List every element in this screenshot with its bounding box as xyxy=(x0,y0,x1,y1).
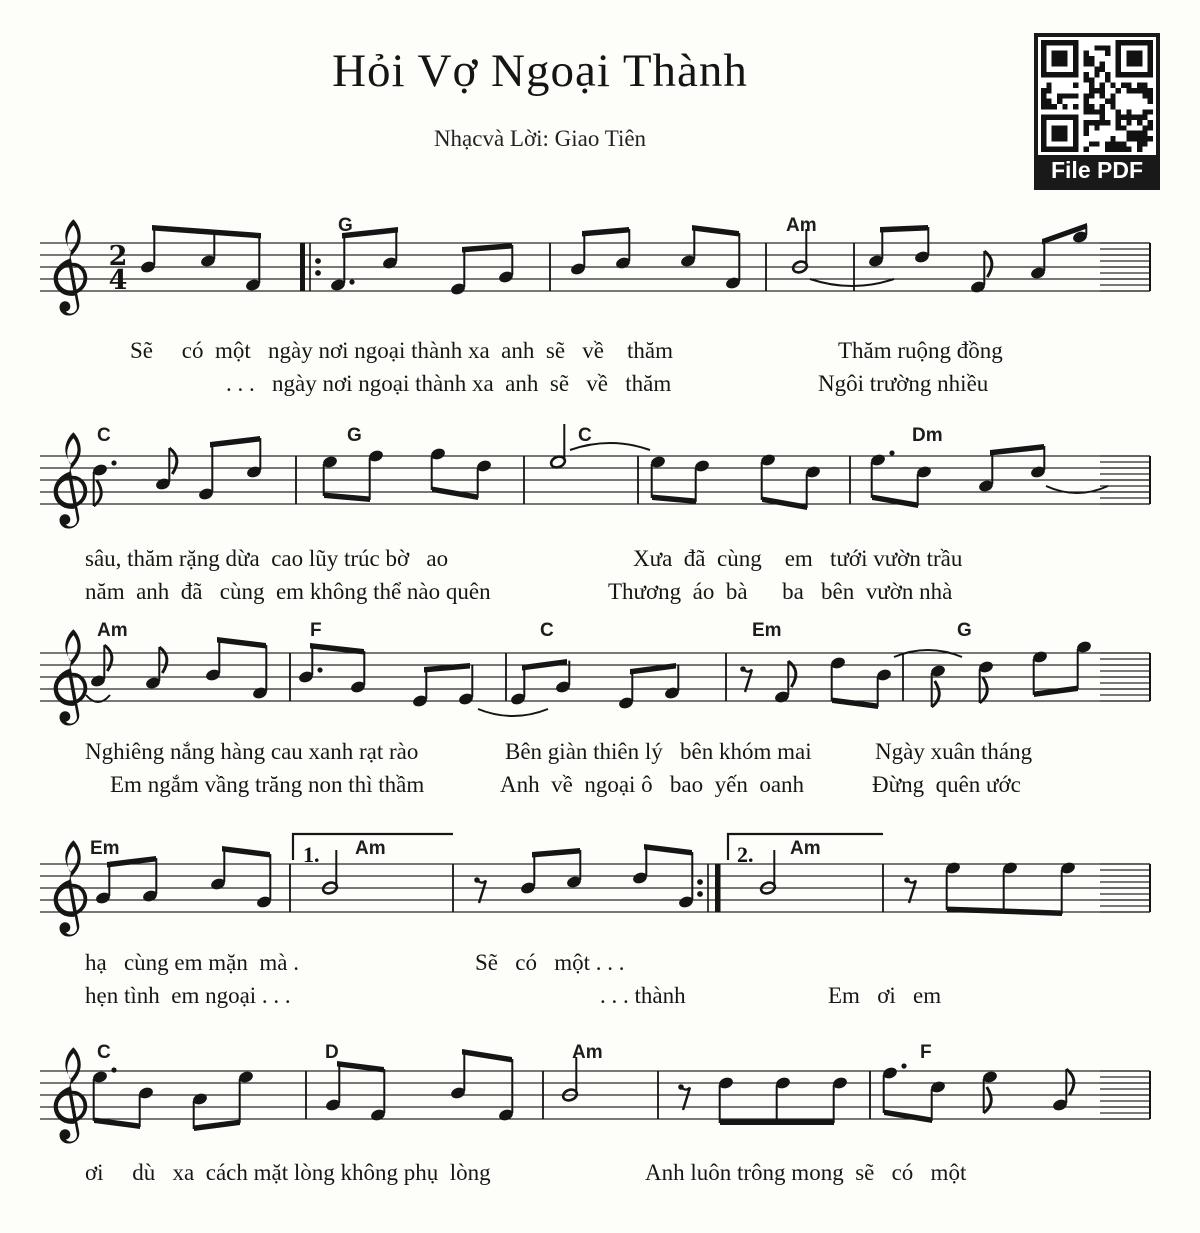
lyric-segment: Đừng quên ước xyxy=(872,772,1021,797)
page-subtitle: Nhạcvà Lời: Giao Tiên xyxy=(433,126,647,151)
lyric-segment: Ngày xuân tháng xyxy=(875,739,1033,764)
staff-system-5 xyxy=(0,1031,1200,1161)
chord-label: D xyxy=(325,1042,339,1063)
qr-code-image xyxy=(1041,40,1153,152)
chord-label: Dm xyxy=(912,425,943,446)
chord-label: Am xyxy=(790,838,821,859)
qr-code-block xyxy=(1034,33,1160,190)
lyric-segment: . . . ngày nơi ngoại thành xa anh sẽ về thăm xyxy=(226,371,672,396)
lyric-segment: Em ơi em xyxy=(828,983,942,1008)
lyric-segment: Bên giàn thiên lý bên khóm mai xyxy=(505,739,812,764)
staff-notation-4 xyxy=(38,824,1158,949)
lyric-segment: Sẽ có một . . . xyxy=(475,950,625,975)
lyric-segment: ơi dù xa cách mặt lòng không phụ lòng xyxy=(85,1160,491,1185)
staff-system-4 xyxy=(0,824,1200,954)
staff-notation-3 xyxy=(38,613,1158,738)
chord-label: Am xyxy=(97,620,128,641)
lyric-segment: hẹn tình em ngoại . . . xyxy=(85,983,291,1008)
chord-label: C xyxy=(578,425,592,446)
qr-label: File PDF xyxy=(1038,155,1156,186)
chord-label: Em xyxy=(752,620,782,641)
lyric-segment: Thăm ruộng đồng xyxy=(838,338,1003,363)
volta-number: 2. xyxy=(737,842,754,867)
page-title: Hỏi Vợ Ngoại Thành xyxy=(332,45,748,97)
svg-text:2: 2 xyxy=(108,241,128,272)
chord-label: C xyxy=(97,425,111,446)
staff-system-3 xyxy=(0,613,1200,743)
lyric-segment: năm anh đã cùng em không thể nào quên xyxy=(85,579,491,604)
lyric-segment: Thương áo bà ba bên vườn nhà xyxy=(608,579,953,604)
lyric-segment: Anh về ngoại ô bao yến oanh xyxy=(500,772,805,797)
volta-number: 1. xyxy=(303,842,320,867)
qr-code xyxy=(1038,37,1156,155)
chord-label: Am xyxy=(355,838,386,859)
lyric-segment: Ngôi trường nhiều xyxy=(818,371,989,396)
lyric-segment: Xưa đã cùng em tưới vườn trầu xyxy=(633,546,963,571)
svg-text:4: 4 xyxy=(108,265,128,296)
chord-label: G xyxy=(347,425,362,446)
staff-system-1 xyxy=(0,203,1200,333)
chord-label: F xyxy=(310,620,322,641)
lyric-segment: Sẽ có một ngày nơi ngoại thành xa anh sẽ về thăm xyxy=(130,338,673,363)
chord-label: C xyxy=(540,620,554,641)
staff-notation-2 xyxy=(38,416,1158,541)
lyric-segment: sâu, thăm rặng dừa cao lũy trúc bờ ao xyxy=(85,546,449,571)
chord-label: G xyxy=(957,620,972,641)
lyric-segment: hạ cùng em mặn mà . xyxy=(85,950,299,975)
lyric-segment: Em ngắm vầng trăng non thì thầm xyxy=(110,772,425,797)
chord-label: Am xyxy=(786,215,817,236)
lyric-segment: Nghiêng nắng hàng cau xanh rạt rào xyxy=(85,739,419,764)
chord-label: G xyxy=(338,215,353,236)
staff-system-2 xyxy=(0,416,1200,546)
chord-label: Em xyxy=(90,838,120,859)
lyric-segment: Anh luôn trông mong sẽ có một xyxy=(645,1160,967,1185)
chord-label: F xyxy=(920,1042,932,1063)
staff-notation-1 xyxy=(38,203,1158,328)
lyric-segment: . . . thành xyxy=(600,983,686,1008)
chord-label: Am xyxy=(572,1042,603,1063)
chord-label: C xyxy=(97,1042,111,1063)
